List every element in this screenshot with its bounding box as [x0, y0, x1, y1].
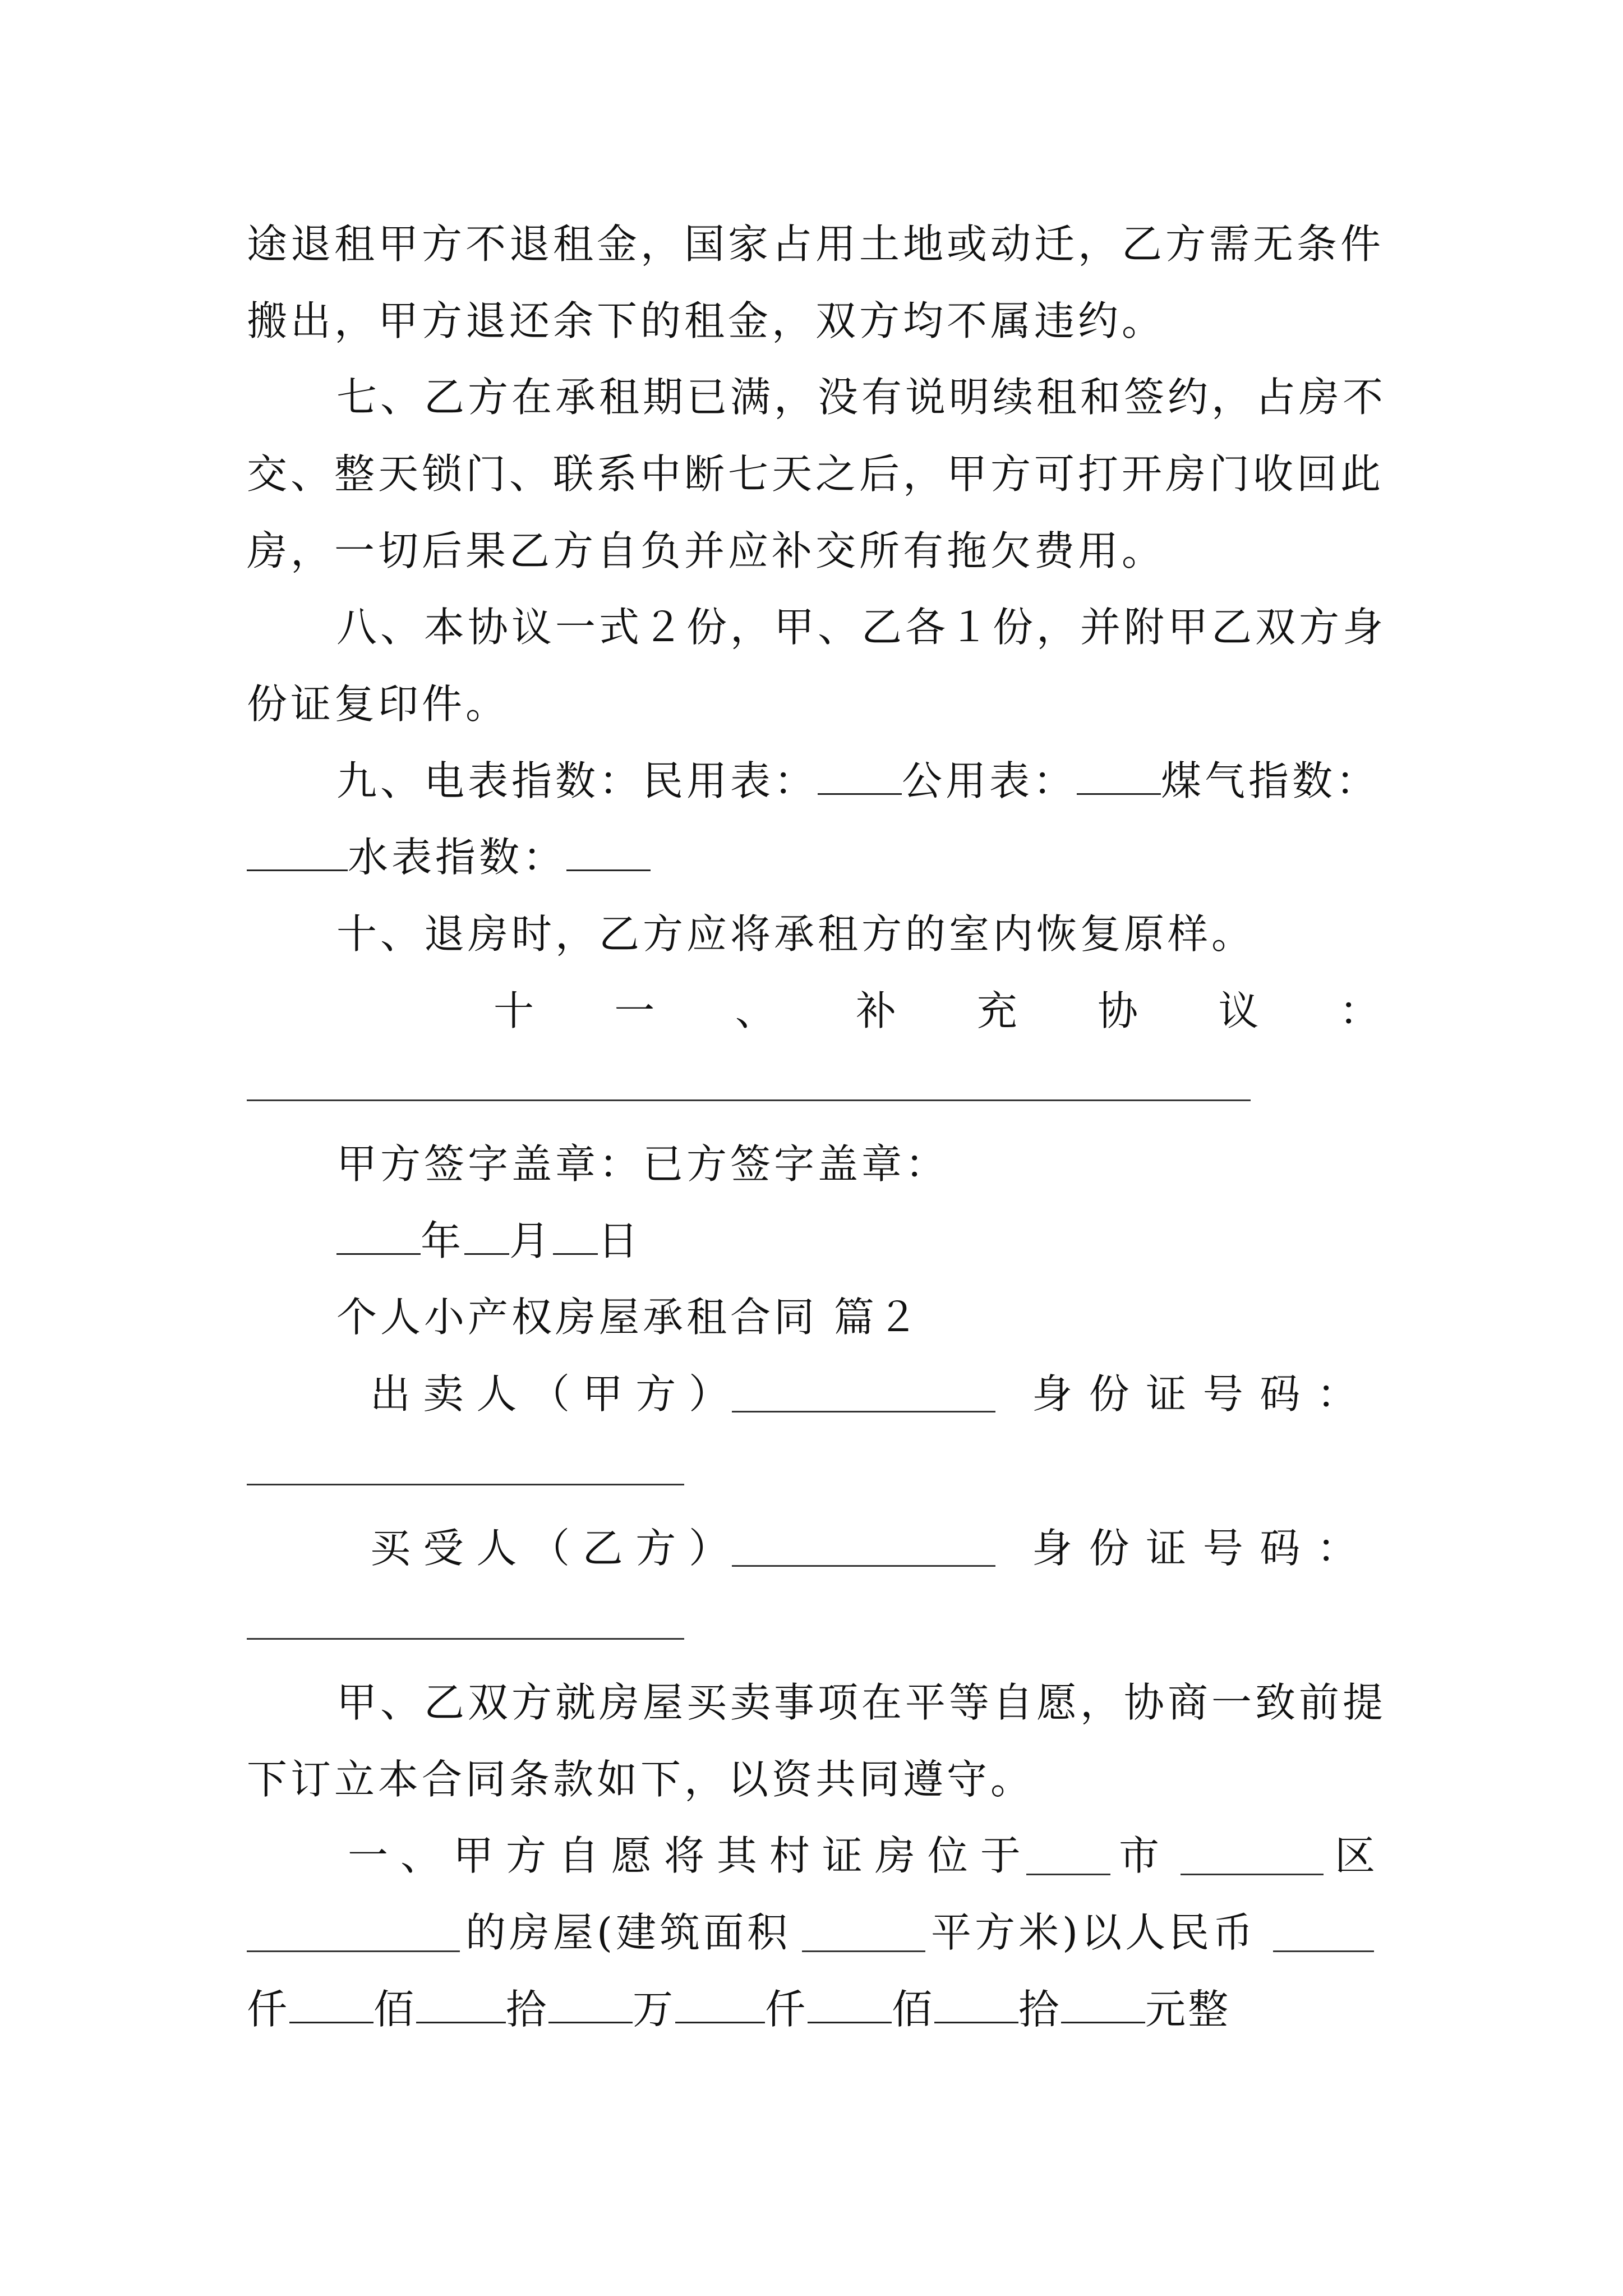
- seller-name-blank: [732, 1411, 995, 1412]
- clause-9-line: [247, 832, 651, 882]
- buyer-label: [370, 1523, 729, 1573]
- buyer-id-char: 证: [1146, 1525, 1187, 1572]
- amount-unit: 元整: [1145, 1986, 1231, 2033]
- year-blank: [336, 1218, 421, 1255]
- supplement-blank-line: [247, 1099, 1251, 1101]
- clause-7-line: 交、整天锁门、联系中断七天之后，甲方可打开房门收回此: [247, 450, 1385, 498]
- buyer-id-char: ：: [1316, 1525, 1357, 1572]
- meter-public-label: 公用表：: [902, 757, 1077, 804]
- clause-one-char: 方: [505, 1832, 546, 1879]
- buyer-id-char: 身: [1032, 1525, 1073, 1572]
- district-blank: [1181, 1874, 1324, 1875]
- amount-blank: [675, 1987, 765, 2023]
- clause-one-char: 证: [822, 1832, 863, 1879]
- clause-11-char: 议: [1218, 987, 1259, 1034]
- amount-unit: 佰: [892, 1986, 935, 2033]
- intro-line: 甲、乙双方就房屋买卖事项在平等自愿，协商一致前提: [336, 1679, 1387, 1726]
- clause-11-char: 充: [976, 987, 1017, 1034]
- buyer-char: 方: [635, 1525, 676, 1572]
- amount-blank: [548, 1987, 633, 2023]
- district-label: 区: [1335, 1832, 1379, 1879]
- seller-id-char: 份: [1089, 1370, 1129, 1418]
- clause-one-char: 位: [927, 1832, 968, 1879]
- clause-one-char: 将: [663, 1832, 704, 1879]
- clause-11-char: ：: [1339, 987, 1380, 1034]
- city-label: 市: [1119, 1832, 1163, 1879]
- day-blank: [553, 1218, 598, 1255]
- water-meter-blank: [566, 835, 651, 871]
- buyer-char: 受: [423, 1525, 464, 1572]
- month-blank: [464, 1218, 509, 1255]
- water-meter-label: 水表指数：: [348, 834, 567, 881]
- seller-id-char: 号: [1202, 1370, 1243, 1418]
- price-blank: [1273, 1950, 1374, 1952]
- clause-7-line: 七、乙方在承租期已满，没有说明续租和签约，占房不: [336, 374, 1387, 421]
- paragraph-line: 途退租甲方不退租金，国家占用土地或动迁，乙方需无条件: [247, 220, 1385, 268]
- amount-unit: 拾: [1018, 1986, 1062, 2033]
- amount-line: [247, 1984, 1230, 2035]
- seller-id-char: ：: [1316, 1370, 1357, 1418]
- gas-meter-blank: [247, 835, 348, 871]
- meter-civil-label: 九、电表指数：民用表：: [336, 757, 818, 804]
- clause-one-char: 自: [558, 1832, 599, 1879]
- meter-civil-blank: [818, 758, 902, 795]
- paragraph-line: 搬出，甲方退还余下的租金，双方均不属违约。: [247, 297, 1166, 344]
- amount-unit: 仟: [247, 1986, 290, 2033]
- seller-char: 人: [476, 1370, 517, 1418]
- buyer-id-blank: [247, 1638, 684, 1640]
- clause-11-char: 补: [856, 987, 897, 1034]
- day-label: 日: [598, 1217, 642, 1264]
- amount-blank: [416, 1987, 506, 2023]
- section-title: 个人小产权房屋承租合同 篇２: [336, 1294, 921, 1341]
- amount-blank: [289, 1987, 374, 2023]
- seller-id-blank: [247, 1484, 684, 1485]
- clause-11-char: 一: [614, 987, 655, 1034]
- clause-one-char: 一: [348, 1832, 389, 1879]
- buyer-char: 乙: [582, 1525, 623, 1572]
- buyer-id-char: 号: [1202, 1525, 1243, 1572]
- price-label: 平方米)以人民币: [931, 1909, 1257, 1956]
- clause-one-char: 愿: [611, 1832, 652, 1879]
- month-label: 月: [509, 1217, 554, 1264]
- address-blank: [247, 1950, 460, 1952]
- clause-one-char: 房: [874, 1832, 915, 1879]
- seller-id-label: [1032, 1369, 1357, 1419]
- clause-one-char: 甲: [453, 1832, 494, 1879]
- seller-char: 甲: [582, 1370, 623, 1418]
- buyer-char: 买: [370, 1525, 411, 1572]
- clause-one-char: 村: [769, 1832, 810, 1879]
- seller-id-char: 码: [1260, 1370, 1301, 1418]
- buyer-id-char: 份: [1089, 1525, 1129, 1572]
- date-line: [336, 1216, 642, 1266]
- area-label: 的房屋(建筑面积: [465, 1909, 791, 1956]
- amount-unit: 仟: [765, 1986, 808, 2033]
- seller-id-char: 证: [1146, 1370, 1187, 1418]
- city-blank: [1026, 1874, 1110, 1875]
- buyer-name-blank: [732, 1565, 995, 1567]
- clause-10-line: 十、退房时，乙方应将承租方的室内恢复原样。: [336, 910, 1256, 958]
- clause-7-line: 房，一切后果乙方自负并应补交所有拖欠费用。: [247, 527, 1166, 574]
- amount-blank: [808, 1987, 892, 2023]
- seller-char: （: [529, 1370, 570, 1418]
- buyer-char: ）: [688, 1525, 729, 1572]
- seller-char: ）: [688, 1370, 729, 1418]
- clause-9-line: [336, 756, 1380, 806]
- amount-blank: [934, 1987, 1018, 2023]
- clause-11-char: 十: [494, 987, 534, 1034]
- intro-line: 下订立本合同条款如下，以资共同遵守。: [247, 1756, 1035, 1803]
- amount-unit: 万: [633, 1986, 676, 2033]
- clause-8-line: 八、本协议一式２份，甲、乙各１份，并附甲乙双方身: [336, 604, 1387, 651]
- clause-one-char: 其: [716, 1832, 757, 1879]
- seller-char: 方: [635, 1370, 676, 1418]
- seller-label: [370, 1369, 729, 1419]
- buyer-id-label: [1032, 1523, 1357, 1573]
- meter-public-blank: [1077, 758, 1161, 795]
- clause-one-line: [348, 1830, 1021, 1881]
- seller-char: 出: [370, 1370, 411, 1418]
- buyer-id-char: 码: [1260, 1525, 1301, 1572]
- seller-id-char: 身: [1032, 1370, 1073, 1418]
- amount-unit: 拾: [506, 1986, 549, 2033]
- clause-11-char: 协: [1098, 987, 1138, 1034]
- buyer-char: 人: [476, 1525, 517, 1572]
- clause-one-char: 、: [400, 1832, 441, 1879]
- signature-line: 甲方签字盖章：已方签字盖章：: [336, 1140, 949, 1188]
- clause-11-char: 、: [735, 987, 776, 1034]
- gas-meter-label: 煤气指数：: [1161, 757, 1380, 804]
- year-label: 年: [421, 1217, 465, 1264]
- buyer-char: （: [529, 1525, 570, 1572]
- area-blank: [802, 1950, 925, 1952]
- amount-blank: [1061, 1987, 1145, 2023]
- seller-char: 卖: [423, 1370, 464, 1418]
- clause-one-char: 于: [980, 1832, 1021, 1879]
- amount-unit: 佰: [374, 1986, 417, 2033]
- clause-11-line: [494, 986, 1380, 1036]
- clause-8-line: 份证复印件。: [247, 680, 510, 728]
